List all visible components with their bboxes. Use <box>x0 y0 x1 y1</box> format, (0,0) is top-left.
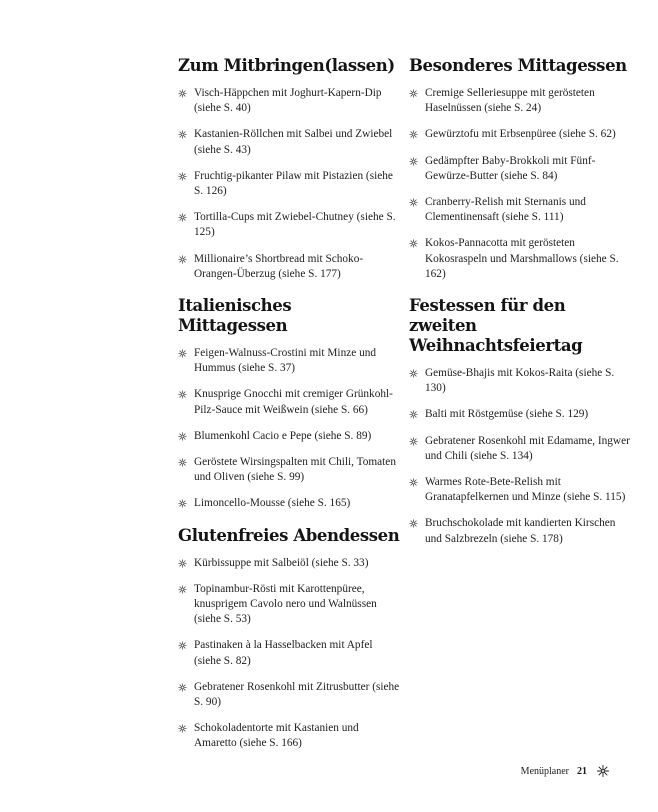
recipe-text: Feigen-Walnuss-Crostini mit Minze und Hummus (siehe S. 37) <box>194 347 377 375</box>
page-number: 21 <box>577 765 587 777</box>
bullet-icon <box>178 724 187 733</box>
recipe-item <box>409 236 631 282</box>
recipe-text: Pastinaken à la Hasselbacken mit Apfel (siehe S. 82) <box>194 639 373 667</box>
page-footer <box>521 764 610 778</box>
bullet-icon <box>178 390 187 399</box>
bullet-icon <box>409 369 418 378</box>
bullet-icon <box>178 172 187 181</box>
left-column <box>178 56 400 763</box>
bullet-icon <box>178 213 187 222</box>
recipe-item <box>178 169 400 199</box>
recipe-text: Balti mit Röstgemüse (siehe S. 129) <box>425 408 589 421</box>
recipe-item <box>178 455 400 485</box>
recipe-item <box>409 407 631 422</box>
recipe-item <box>409 127 631 142</box>
recipe-text: Fruchtig-pikanter Pilaw mit Pistazien (siehe S. 126) <box>194 169 393 198</box>
bullet-icon <box>178 255 187 264</box>
recipe-list <box>409 366 631 547</box>
recipe-item <box>409 516 631 546</box>
section-title: Besonderes Mittagessen <box>409 56 627 75</box>
recipe-text: Limoncello-Mousse (siehe S. 165) <box>194 497 351 510</box>
recipe-item <box>178 210 400 240</box>
recipe-item <box>409 154 631 184</box>
menu-section <box>409 56 631 282</box>
recipe-list <box>178 86 400 282</box>
bullet-icon <box>409 89 418 98</box>
recipe-item <box>409 86 631 116</box>
recipe-text: Topinambur-Rösti mit Karottenpüree, knusprigem Cavolo nero und Walnüssen (siehe S. 53) <box>194 582 377 626</box>
recipe-text: Kastanien-Röllchen mit Salbei und Zwiebel (siehe S. 43) <box>194 128 393 156</box>
recipe-item <box>178 346 400 376</box>
bullet-icon <box>178 585 187 594</box>
recipe-text: Tortilla-Cups mit Zwiebel-Chutney (siehe S. 125) <box>194 211 396 239</box>
bullet-icon <box>409 198 418 207</box>
recipe-text: Blumenkohl Cacio e Pepe (siehe S. 89) <box>194 429 372 442</box>
recipe-list <box>178 556 400 752</box>
recipe-text: Millionaire’s Shortbread mit Schoko-Orangen-Überzug (siehe S. 177) <box>194 252 364 280</box>
recipe-text: Kürbissuppe mit Salbeiöl (siehe S. 33) <box>194 556 369 569</box>
recipe-item <box>178 252 400 282</box>
bullet-icon <box>409 157 418 166</box>
footer-label: Menüplaner <box>520 765 569 777</box>
recipe-item <box>409 195 631 225</box>
recipe-text: Geröstete Wirsingspalten mit Chili, Tomaten und Oliven (siehe S. 99) <box>194 456 396 484</box>
recipe-item <box>178 387 400 417</box>
bullet-icon <box>178 559 187 568</box>
bullet-icon <box>178 683 187 692</box>
recipe-item <box>178 721 400 751</box>
bullet-icon <box>409 437 418 446</box>
bullet-icon <box>409 239 418 248</box>
bullet-icon <box>178 432 187 441</box>
recipe-text: Kokos-Pannacotta mit gerösteten Kokosraspeln und Marshmallows (siehe S. 162) <box>425 237 619 280</box>
bullet-icon <box>409 478 418 487</box>
recipe-list <box>178 346 400 512</box>
recipe-text: Cranberry-Relish mit Sternanis und Clementinensaft (siehe S. 111) <box>425 196 586 224</box>
bullet-icon <box>178 89 187 98</box>
section-title: Glutenfreies Abendessen <box>178 525 400 545</box>
recipe-item <box>178 582 400 628</box>
recipe-item <box>178 496 400 511</box>
recipe-list <box>409 86 631 282</box>
bullet-icon <box>178 458 187 467</box>
recipe-item <box>409 366 631 396</box>
recipe-text: Gebratener Rosenkohl mit Edamame, Ingwer und Chili (siehe S. 134) <box>425 434 630 462</box>
snowflake-icon <box>596 764 610 778</box>
bullet-icon <box>178 130 187 139</box>
bullet-icon <box>178 641 187 650</box>
recipe-item <box>178 86 400 116</box>
recipe-text: Visch-Häppchen mit Joghurt-Kapern-Dip (siehe S. 40) <box>194 87 382 115</box>
section-title: Festessen für den zweiten Weihnachtsfeiertag <box>409 296 583 356</box>
recipe-item <box>409 475 631 505</box>
recipe-text: Bruchschokolade mit kandierten Kirschen und Salzbrezeln (siehe S. 178) <box>425 517 616 545</box>
bullet-icon <box>178 349 187 358</box>
menu-section <box>178 56 400 282</box>
recipe-item <box>178 429 400 444</box>
recipe-item <box>409 434 631 464</box>
section-title: Zum Mitbringen(lassen) <box>178 56 395 75</box>
bullet-icon <box>409 410 418 419</box>
bullet-icon <box>178 499 187 508</box>
recipe-text: Cremige Selleriesuppe mit gerösteten Haselnüssen (siehe S. 24) <box>425 87 595 115</box>
recipe-item <box>178 556 400 571</box>
right-column <box>409 56 631 558</box>
recipe-text: Gebratener Rosenkohl mit Zitrusbutter (siehe S. 90) <box>194 680 400 709</box>
recipe-item <box>178 680 400 710</box>
section-title: Italienisches Mittagessen <box>178 296 292 336</box>
menu-section <box>409 296 631 547</box>
bullet-icon <box>409 130 418 139</box>
recipe-item <box>178 127 400 157</box>
bullet-icon <box>409 519 418 528</box>
recipe-text: Warmes Rote-Bete-Relish mit Granatapfelkernen und Minze (siehe S. 115) <box>425 476 626 504</box>
menu-section <box>178 296 400 512</box>
recipe-item <box>178 638 400 668</box>
recipe-text: Gedämpfter Baby-Brokkoli mit Fünf-Gewürze-Butter (siehe S. 84) <box>425 154 596 182</box>
menu-section <box>178 526 400 752</box>
recipe-text: Gewürztofu mit Erbsenpüree (siehe S. 62) <box>425 128 616 141</box>
recipe-text: Schokoladentorte mit Kastanien und Amaretto (siehe S. 166) <box>194 722 359 750</box>
recipe-text: Knusprige Gnocchi mit cremiger Grünkohl-Pilz-Sauce mit Weißwein (siehe S. 66) <box>194 388 393 416</box>
recipe-text: Gemüse-Bhajis mit Kokos-Raita (siehe S. 130) <box>425 367 615 395</box>
